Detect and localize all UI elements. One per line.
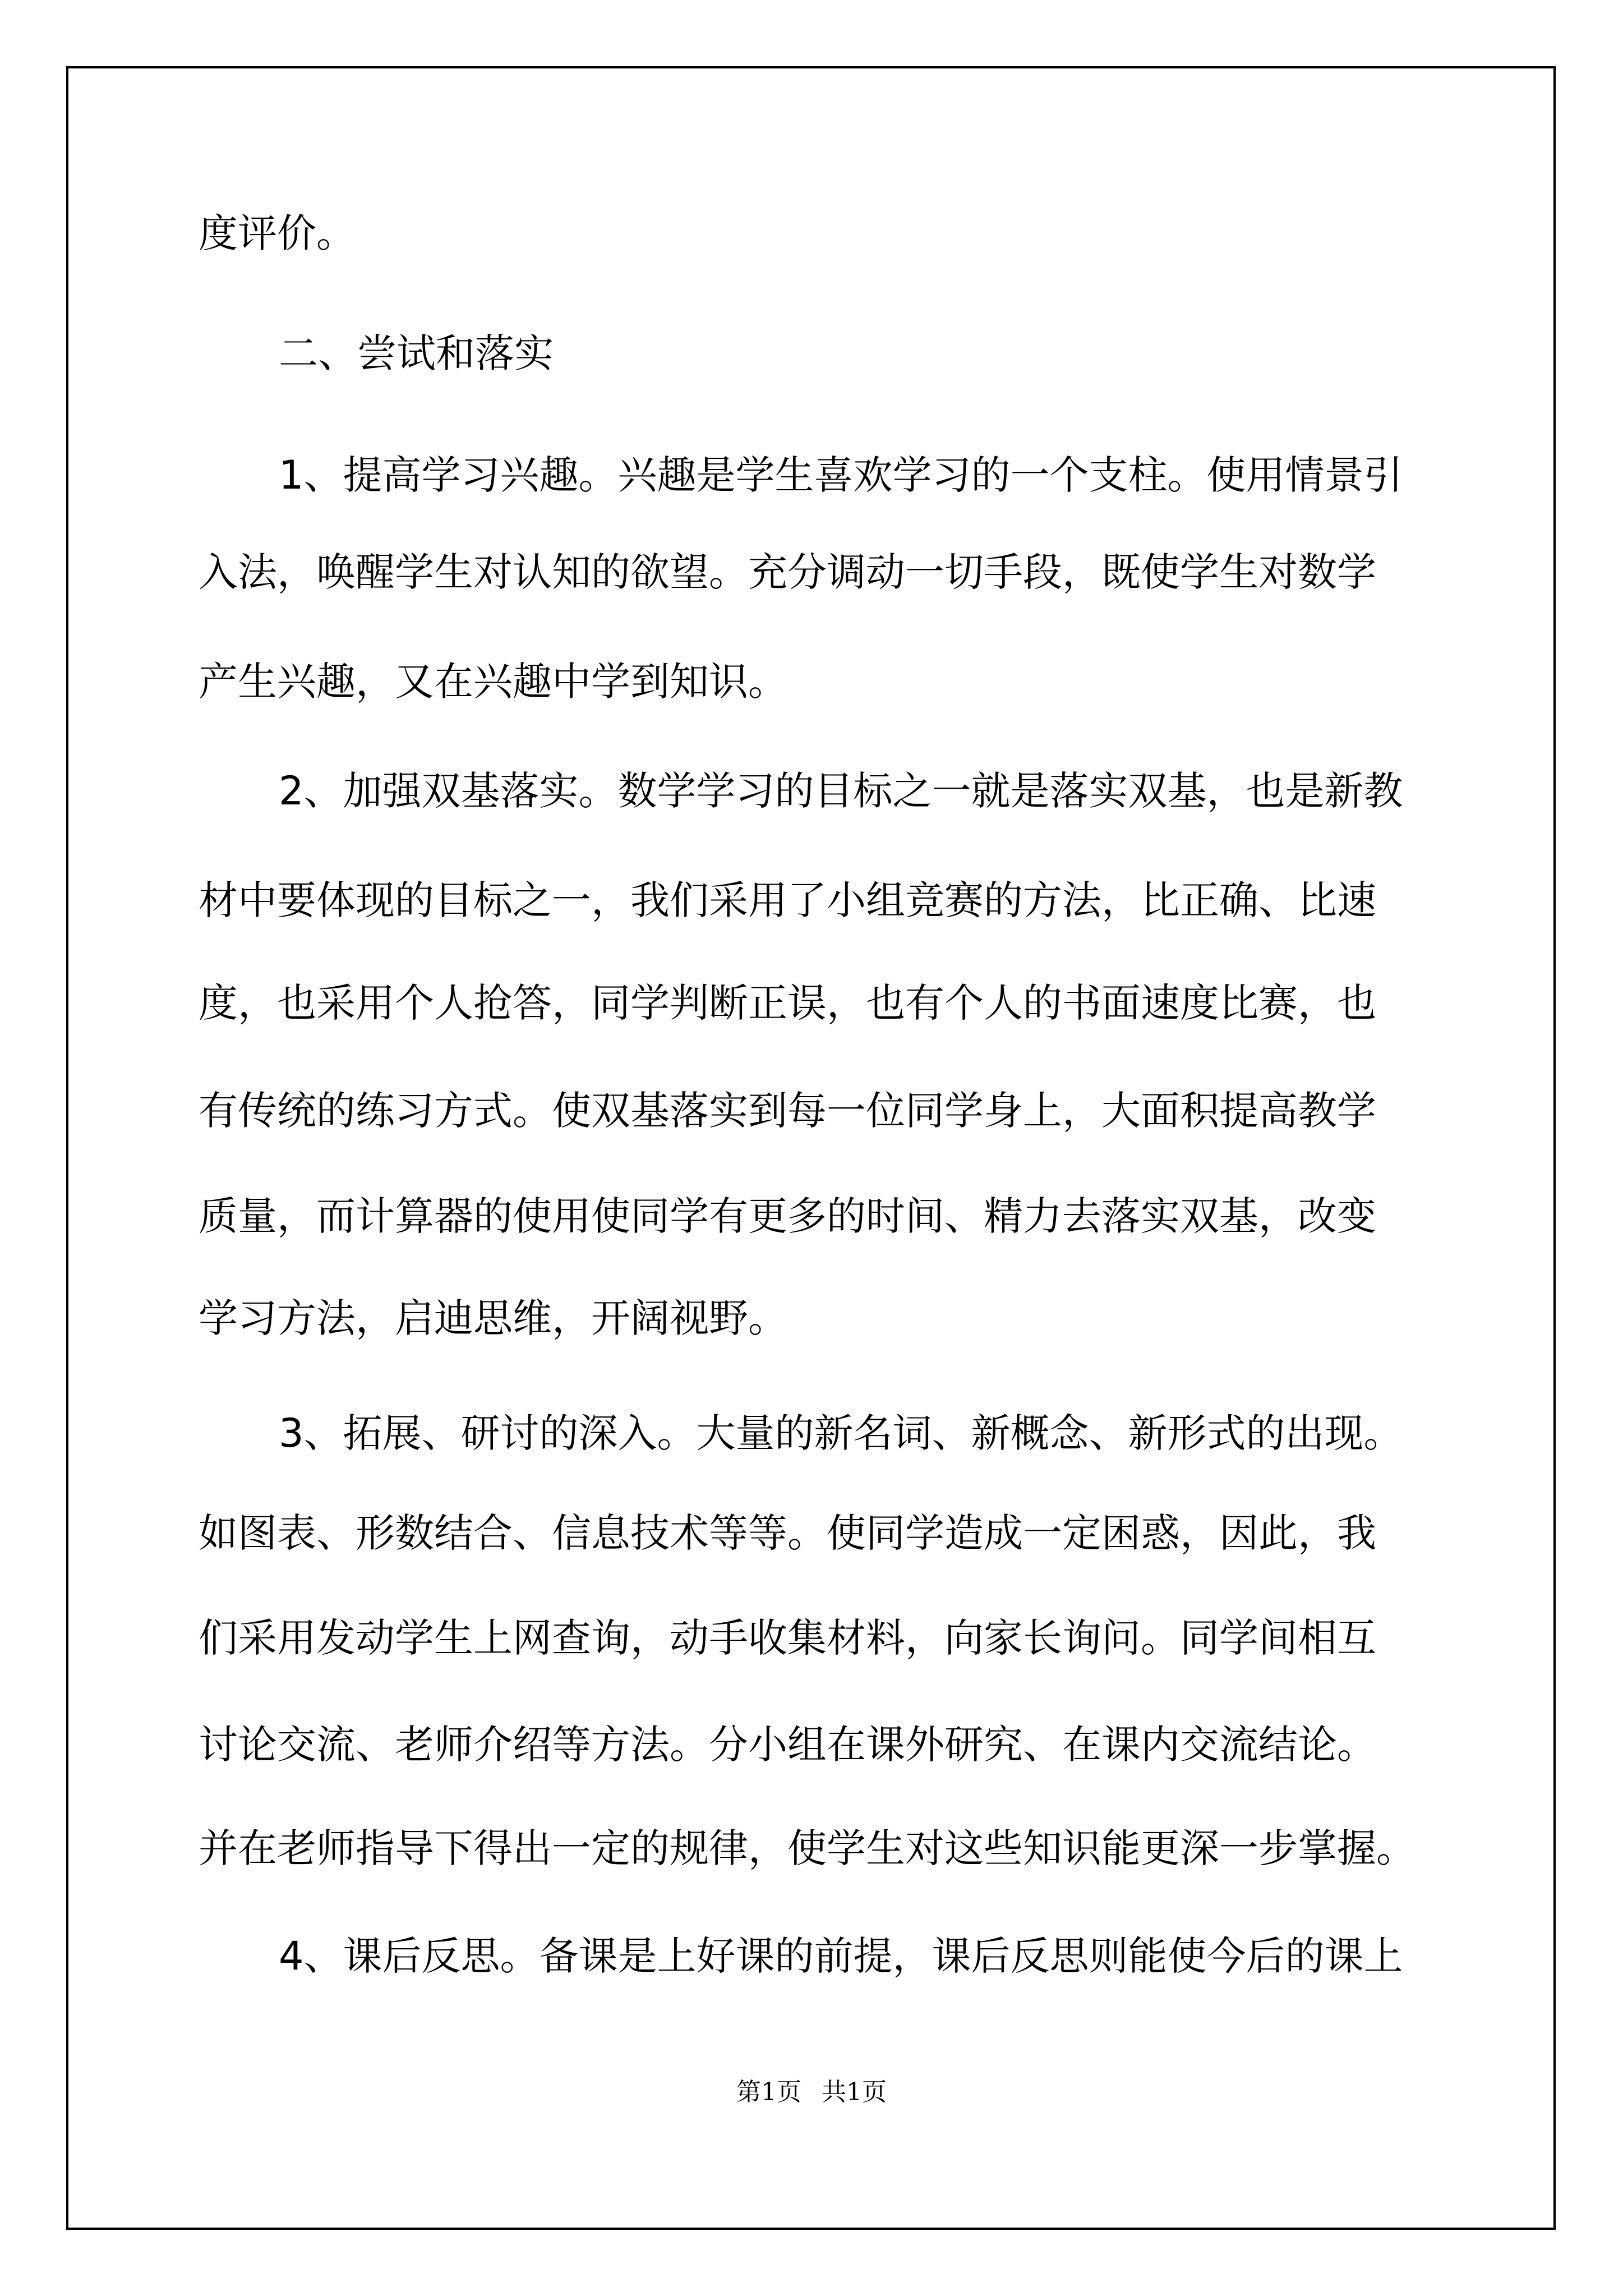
text-line: 度评价。 xyxy=(199,210,356,256)
text-line: 质量，而计算器的使用使同学有更多的时间、精力去落实双基，改变 xyxy=(199,1193,1376,1239)
page-total: 共1页 xyxy=(822,2078,887,2106)
text-line: 产生兴趣，又在兴趣中学到知识。 xyxy=(199,659,787,705)
page-footer xyxy=(0,2076,1623,2109)
text-line: 度，也采用个人抢答，同学判断正误，也有个人的书面速度比赛，也 xyxy=(199,980,1376,1026)
section-heading: 二、尝试和落实 xyxy=(279,330,554,376)
text-line: 入法，唤醒学生对认知的欲望。充分调动一切手段，既使学生对数学 xyxy=(199,549,1376,595)
text-line: 们采用发动学生上网查询，动手收集材料，向家长询问。同学间相互 xyxy=(199,1615,1376,1661)
text-line: 1、提高学习兴趣。兴趣是学生喜欢学习的一个支柱。使用情景引 xyxy=(279,452,1403,498)
text-line: 学习方法，启迪思维，开阔视野。 xyxy=(199,1295,787,1341)
page-number: 第1页 xyxy=(736,2078,801,2106)
text-line: 讨论交流、老师介绍等方法。分小组在课外研究、在课内交流结论。 xyxy=(199,1722,1376,1768)
text-line: 如图表、形数结合、信息技术等等。使同学造成一定困惑，因此，我 xyxy=(199,1510,1376,1556)
text-line: 4、课后反思。备课是上好课的前提，课后反思则能使今后的课上 xyxy=(279,1933,1403,1979)
text-line: 3、拓展、研讨的深入。大量的新名词、新概念、新形式的出现。 xyxy=(279,1410,1403,1456)
text-line: 有传统的练习方式。使双基落实到每一位同学身上，大面积提高教学 xyxy=(199,1088,1376,1134)
page-border xyxy=(66,66,1556,2230)
text-line: 2、加强双基落实。数学学习的目标之一就是落实双基，也是新教 xyxy=(279,768,1403,814)
text-line: 材中要体现的目标之一，我们采用了小组竞赛的方法，比正确、比速 xyxy=(199,877,1376,923)
text-line: 并在老师指导下得出一定的规律，使学生对这些知识能更深一步掌握。 xyxy=(199,1825,1415,1871)
